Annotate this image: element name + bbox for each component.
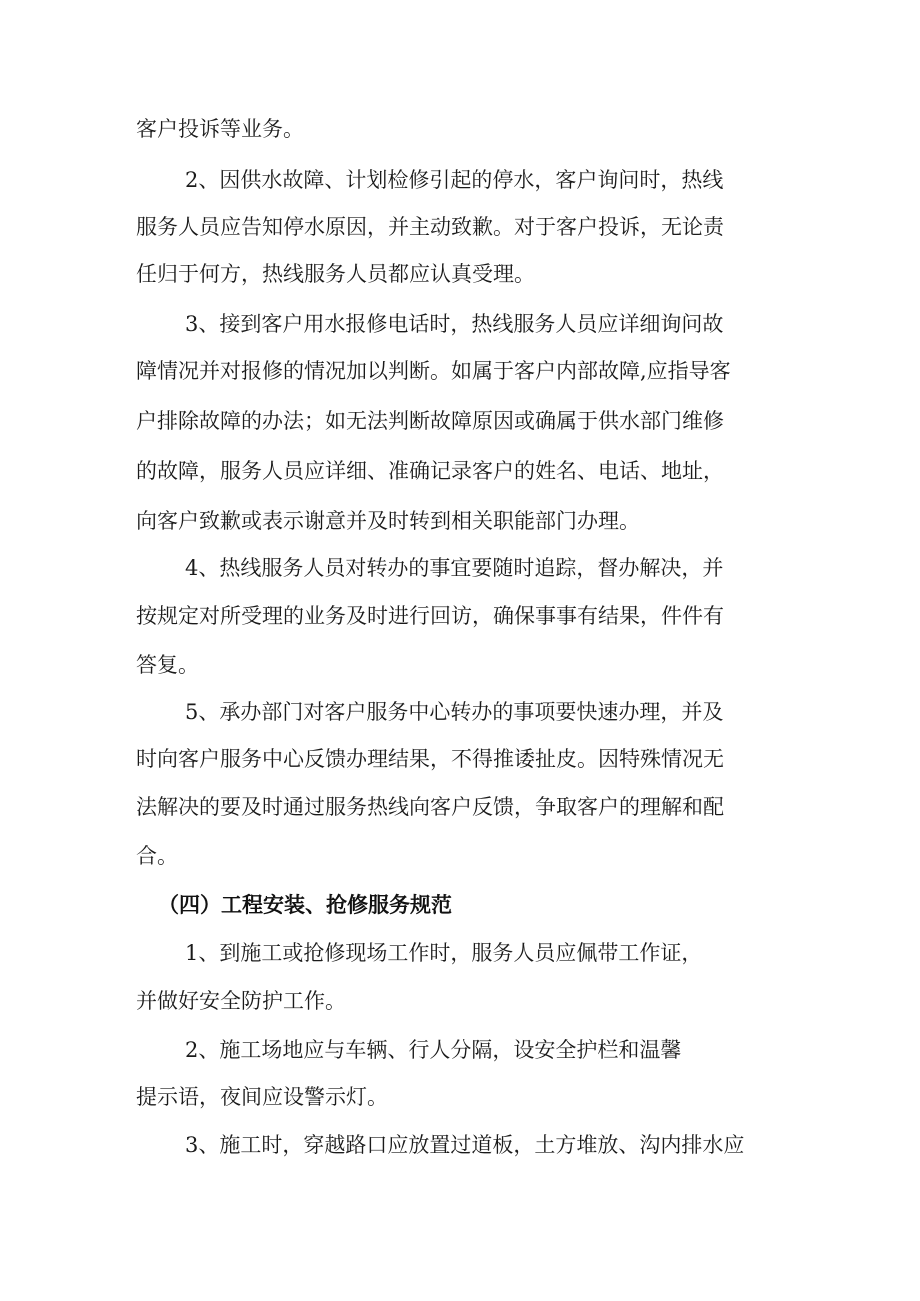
text-line: 的故障，服务人员应详细、准确记录客户的姓名、电话、地址， [136,459,724,483]
text-line: 向客户致歉或表示谢意并及时转到相关职能部门办理。 [136,509,640,533]
text-line: 时向客户服务中心反馈办理结果，不得推诿扯皮。因特殊情况无 [136,747,724,771]
text-line: 5、承办部门对客户服务中心转办的事项要快速办理，并及 [185,700,724,724]
text-line: 提示语，夜间应设警示灯。 [136,1085,388,1109]
text-line: 4、热线服务人员对转办的事宜要随时追踪，督办解决，并 [185,556,724,580]
text-line: 任归于何方，热线服务人员都应认真受理。 [136,262,535,286]
text-line: 服务人员应告知停水原因，并主动致歉。对于客户投诉，无论责 [136,215,724,239]
text-line: 3、接到客户用水报修电话时，热线服务人员应详细询问故 [185,312,724,336]
text-line: 3、施工时，穿越路口应放置过道板，土方堆放、沟内排水应 [185,1133,745,1157]
text-line: 2、施工场地应与车辆、行人分隔，设安全护栏和温馨 [185,1038,682,1062]
text-line: 客户投诉等业务。 [136,117,304,141]
text-line: 2、因供水故障、计划检修引起的停水，客户询问时，热线 [185,168,724,192]
text-line: 户排除故障的办法；如无法判断故障原因或确属于供水部门维修 [136,409,724,433]
text-line: 1、到施工或抢修现场工作时，服务人员应佩带工作证， [185,941,703,965]
text-line: 按规定对所受理的业务及时进行回访，确保事事有结果，件件有 [136,604,724,628]
section-heading: （四）工程安装、抢修服务规范 [158,893,452,917]
text-line: 并做好安全防护工作。 [136,989,346,1013]
text-line: 障情况并对报修的情况加以判断。如属于客户内部故障,应指导客 [136,359,731,383]
text-line: 法解决的要及时通过服务热线向客户反馈，争取客户的理解和配 [136,795,724,819]
text-line: 合。 [136,844,178,868]
text-line: 答复。 [136,653,199,677]
